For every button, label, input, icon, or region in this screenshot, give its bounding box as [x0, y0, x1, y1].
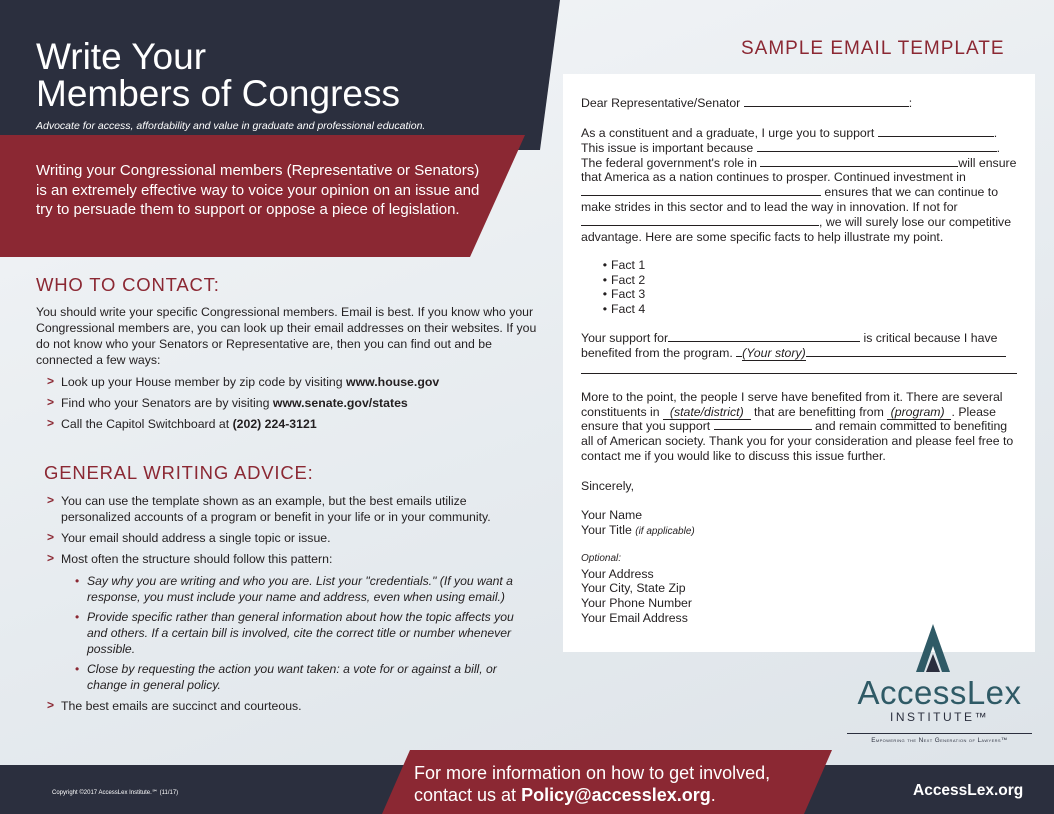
bullet-dot-icon: •: [602, 272, 607, 287]
logo-tagline: Empowering the Next Generation of Lawyers™: [871, 737, 1008, 744]
who-to-contact-body: You should write your specific Congressional members. Email is best. If you know who your Congressional members are, you can look up their email addresses on their websites. If you do not know who your Senators or Representative are, then you can find out and be connected a few ways:: [36, 305, 537, 367]
salutation: Dear Representative/Senator :: [581, 96, 913, 110]
fact-item: • Fact 3: [602, 287, 646, 302]
copyright: Copyright ©2017 AccessLex Institute.℠ (11/17): [52, 790, 179, 796]
recipient-blank: [744, 96, 909, 107]
accesslex-logo-icon: [916, 624, 950, 672]
chevron-icon: >: [47, 416, 55, 430]
house-link[interactable]: www.house.gov: [346, 375, 440, 389]
signature-block: Your Name Your Title (if applicable): [581, 508, 695, 537]
switchboard-phone: (202) 224-3121: [232, 417, 317, 431]
advice-list: [47, 493, 517, 719]
fact-item: • Fact 4: [602, 302, 646, 317]
website-link[interactable]: AccessLex.org: [913, 782, 1024, 799]
bullet-dot-icon: •: [75, 610, 80, 624]
fact-item: • Fact 2: [602, 272, 646, 287]
contact-item-switchboard: > Call the Capitol Switchboard at (202) 224-3121: [47, 416, 317, 431]
bullet-dot-icon: •: [602, 302, 607, 317]
logo-institute: INSTITUTE™: [890, 710, 989, 724]
story-placeholder: (Your story): [742, 345, 806, 360]
pattern-item: • Provide specific rather than general information about how the topic affects you and others. If a certain bill is involved, cite the correct title or number whenever possible.: [75, 610, 514, 656]
state-placeholder: (state/district): [663, 405, 750, 420]
pattern-item: • Say why you are writing and who you are. List your "credentials." (If you want a response, you must include your name and address, even when using email.): [75, 574, 513, 604]
page-title: Write Your Members of Congress: [36, 36, 400, 114]
writing-advice-heading: GENERAL WRITING ADVICE:: [44, 462, 314, 483]
optional-block: Optional: Your Address Your City, State Zip Your Phone Number Your Email Address: [581, 553, 692, 625]
bullet-dot-icon: •: [75, 574, 80, 588]
advice-item: > The best emails are succinct and courteous.: [47, 698, 302, 713]
template-title: SAMPLE EMAIL TEMPLATE: [741, 38, 1005, 59]
fact-item: • Fact 1: [602, 258, 646, 272]
paragraph-2: Your support for is critical because I have benefited from the program. (Your story): [581, 331, 1021, 374]
bullet-dot-icon: •: [602, 258, 607, 272]
who-to-contact-heading: WHO TO CONTACT:: [36, 274, 220, 295]
facts-list: [581, 258, 1021, 317]
contact-item-house: > Look up your House member by zip code by visiting www.house.gov: [47, 374, 440, 389]
chevron-icon: >: [47, 493, 55, 507]
advice-item: > Your email should address a single topic or issue.: [47, 530, 331, 545]
chevron-icon: >: [47, 551, 55, 565]
pattern-list: [75, 573, 517, 693]
advice-item: > Most often the structure should follow this pattern: • Say why you are writing and who you are. List your "credentials." (If you want a response, you must include your name and address, even when using email.) • Provide specific rather than general information about how the topic affects you and others. If a certain bill is involved, cite the correct title or number whenever possible. • Close by requesting the action you want taken: a vote for or against a bill, or change in general policy.: [47, 551, 517, 693]
senate-link[interactable]: www.senate.gov/states: [272, 396, 408, 410]
policy-email-link[interactable]: Policy@accesslex.org: [521, 785, 711, 805]
footer-message: For more information on how to get involved, contact us at Policy@accesslex.org.: [414, 763, 771, 805]
logo-wordmark: AccessLex: [857, 674, 1022, 711]
intro-text: Writing your Congressional members (Representative or Senators) is an extremely effective way to voice your opinion on an issue and try to persuade them to support or oppose a piece of legislation.: [36, 162, 480, 218]
closing: Sincerely,: [581, 479, 635, 493]
paragraph-3: More to the point, the people I serve have benefited from it. There are several constituents in (state/district) that are benefitting from (program) . Please ensure that you support and remain committed to benefiting all of American society. Thank you for your consideration and please feel free to contact me if you would like to discuss this issue further.: [581, 390, 1014, 463]
email-template-card: [563, 74, 1035, 652]
chevron-icon: >: [47, 395, 55, 409]
bullet-dot-icon: •: [602, 287, 607, 302]
chevron-icon: >: [47, 698, 55, 712]
contact-list: [47, 374, 547, 437]
chevron-icon: >: [47, 530, 55, 544]
tagline: Advocate for access, affordability and value in graduate and professional education.: [36, 120, 426, 132]
pattern-item: • Close by requesting the action you want taken: a vote for or against a bill, or change in general policy.: [75, 662, 497, 692]
bullet-dot-icon: •: [75, 662, 80, 676]
chevron-icon: >: [47, 374, 55, 388]
program-placeholder: (program): [887, 405, 951, 420]
logo-divider: [847, 733, 1032, 734]
advice-item: > You can use the template shown as an example, but the best emails utilize personalized accounts of a program or benefit in your life or in your community.: [47, 493, 491, 524]
paragraph-1: As a constituent and a graduate, I urge you to support . This issue is important because . The federal government's role in will ensure that America as a nation continues to prosper. Continued investment in ensures that we can continue to make strides in this sector and to lead the way in innovation. If not for , we will surely lose our competitive advantage. Here are some specific facts to help illustrate my point.: [581, 126, 1017, 244]
contact-item-senate: > Find who your Senators are by visiting www.senate.gov/states: [47, 395, 408, 410]
